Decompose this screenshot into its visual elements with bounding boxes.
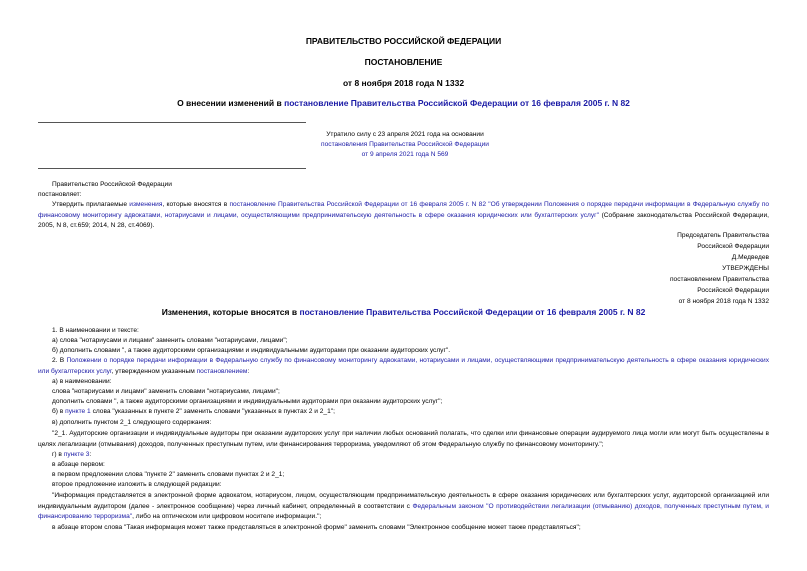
changes-i15-a: "Информация представляется в электронной форме адвокатом, нотариусом, лицом, осуществляющим предпринимательскую деятельность в сфере оказания юридических или бухгалтерских услуг, аудиторской организацией или индивидуальным аудитором (далее - электронное сообщение) через личный кабинет, определенный в соответствии с <box>38 492 769 510</box>
changes-i15 <box>38 491 769 523</box>
changes-i2: а) слова "нотариусами и лицами" заменить словами "нотариусами, лицами"; <box>52 337 288 344</box>
signature-l7: от 8 ноября 2018 года N 1332 <box>678 298 769 305</box>
changes-i4-c: : <box>247 367 250 375</box>
changes-i11-b: : <box>89 451 92 458</box>
body-p3-c: (Собрание законодательства Российской Федерации, 2005, N 8, ст.659; 2014, N 28, ст.4069). <box>38 211 769 229</box>
signature-l3: Д.Медведев <box>731 254 769 261</box>
changes-i4-link1[interactable]: Положении о порядке передачи информации в Федеральную службу по финансовому мониторингу адвокатами, нотариусами и лицами, осуществляющими предпринимательскую деятельность в сфере оказания юридических или бухгалтерских услуг <box>38 357 769 375</box>
changes-i4-a: 2. В <box>52 357 67 364</box>
changes-i3: б) дополнить словами ", а также аудиторскими организациями и индивидуальными аудиторами при оказании аудиторских услуг". <box>52 347 451 354</box>
divider-top <box>38 122 306 123</box>
changes-title-link[interactable]: постановление Правительства Российской Федерации от 16 февраля 2005 г. N 82 <box>299 307 646 317</box>
header-title <box>0 98 807 108</box>
changes-i13: в первом предложении слова "пункте 2" заменить словами пунктах 2 и 2_1; <box>52 471 285 478</box>
changes-i8-link[interactable]: пункте 1 <box>65 408 91 415</box>
changes-i12: в абзаце первом: <box>52 461 105 468</box>
changes-i7: дополнить словами ", а также аудиторскими организациями и индивидуальными аудиторами при оказании аудиторских услуг"; <box>52 398 443 405</box>
signature-block <box>670 230 769 307</box>
changes-i8-a: б) в <box>52 408 66 415</box>
changes-i11-link[interactable]: пункте 3 <box>63 451 90 458</box>
repeal-note-line1: Утратило силу с 23 апреля 2021 года на основании <box>326 131 484 138</box>
body-p2: постановляет: <box>38 191 82 198</box>
header-date: от 8 ноября 2018 года N 1332 <box>342 78 465 88</box>
changes-i11 <box>52 450 91 461</box>
changes-i6: слова "нотариусами и лицами" заменить словами "нотариусами, лицами"; <box>52 388 280 395</box>
header-title-link[interactable]: постановление Правительства Российской Федерации от 16 февраля 2005 г. N 82 <box>284 98 630 108</box>
changes-i16: в абзаце втором слова "Такая информация может также представляться в электронной форме" заменить словами "Электронное сообщение может также представляться"; <box>52 524 581 531</box>
changes-i5: а) в наименовании: <box>52 378 112 385</box>
body-p3-link1[interactable]: изменения <box>129 201 163 208</box>
changes-i4-link2[interactable]: постановлением <box>196 367 248 375</box>
signature-l4: УТВЕРЖДЕНЫ <box>722 265 769 272</box>
repeal-note-link2[interactable]: от 9 апреля 2021 года N 569 <box>361 151 449 158</box>
body-p3-a: Утвердить прилагаемые <box>52 201 130 208</box>
repeal-note-link1[interactable]: постановления Правительства Российской Федерации <box>321 141 489 148</box>
changes-i4-b: , утвержденном указанным <box>111 367 197 375</box>
header-doc-type: ПОСТАНОВЛЕНИЕ <box>364 57 443 67</box>
signature-l1: Председатель Правительства <box>677 232 769 239</box>
changes-i10: "2_1. Аудиторские организации и индивидуальные аудиторы при оказании аудиторских услуг при наличии любых оснований полагать, что сделки или финансовые операции аудируемого лица могли или могут быть осуществлены в целях легализации (отмывания) доходов, полученных преступным путем, или финансирования терроризма, уведомляют об этом Федеральную службу по финансовому мониторингу."; <box>38 430 769 448</box>
body-p3-b: , которые вносятся в <box>162 201 230 208</box>
changes-i11-a: г) в <box>52 451 64 458</box>
header-title-prefix: О внесении изменений в <box>177 98 285 108</box>
changes-i15-b: , либо на оптическом или цифровом носителе информации."; <box>132 513 322 520</box>
repeal-note <box>220 130 590 160</box>
changes-i15-link[interactable]: Федеральным законом "О противодействии легализации (отмыванию) доходов, полученных преступным путем, и финансированию терроризма" <box>38 502 769 520</box>
signature-l5: постановлением Правительства <box>669 276 769 283</box>
divider-bottom <box>38 168 306 169</box>
signature-l6: Российской Федерации <box>697 287 769 294</box>
signature-l2: Российской Федерации <box>697 243 769 250</box>
changes-title-prefix: Изменения, которые вносятся в <box>161 307 300 317</box>
header-org: ПРАВИТЕЛЬСТВО РОССИЙСКОЙ ФЕДЕРАЦИИ <box>305 36 502 46</box>
changes-i8-b: слова "указанных в пункте 2" заменить словами "указанных в пунктах 2 и 2_1"; <box>90 408 335 415</box>
body-p3-link2[interactable]: постановление Правительства Российской Федерации от 16 февраля 2005 г. N 82 "Об утверждении Положения о порядке передачи информации в Федеральную службу по финансовому мониторингу адвокатами, нотариусами и лицами, осуществляющими предпринимательскую деятельность в сфере оказания юридических или бухгалтерских услуг" <box>38 201 769 219</box>
changes-title <box>0 307 807 317</box>
changes-i8 <box>52 407 335 418</box>
changes-i9: в) дополнить пунктом 2_1 следующего содержания: <box>52 419 212 426</box>
changes-i14: второе предложение изложить в следующей редакции: <box>52 481 222 488</box>
changes-i4 <box>38 356 769 377</box>
body-p1: Правительство Российской Федерации <box>52 181 172 188</box>
changes-i1: 1. В наименовании и тексте: <box>52 327 139 334</box>
body-p3 <box>38 200 769 232</box>
